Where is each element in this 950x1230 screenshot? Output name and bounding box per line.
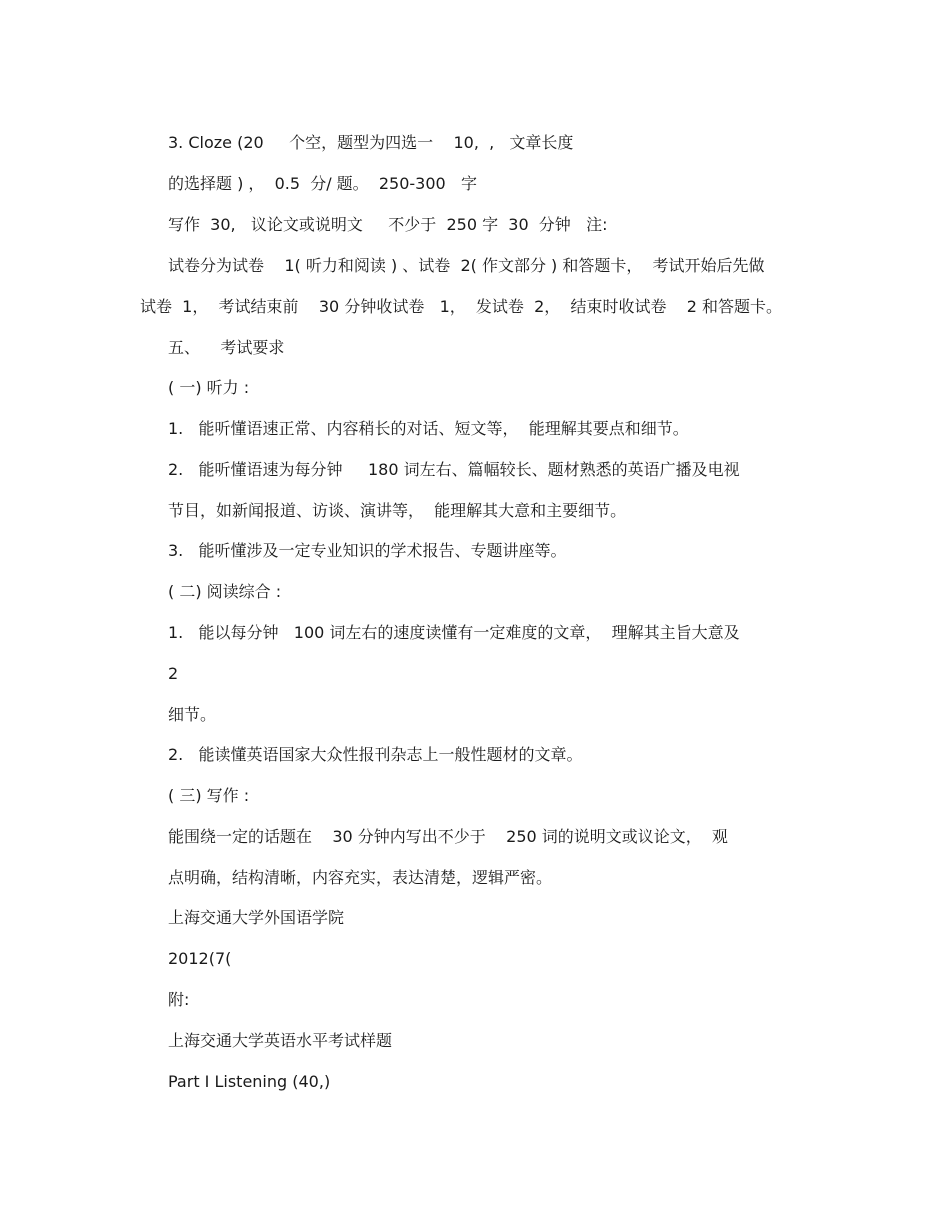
list-item-listening-2-cont: 节目，如新闻报道、访谈、演讲等， 能理解其大意和主要细节。: [168, 501, 627, 520]
list-item-listening-1: 1. 能听懂语速正常、内容稍长的对话、短文等， 能理解其要点和细节。: [168, 419, 689, 438]
subheading-reading: ( 二) 阅读综合 :: [168, 582, 282, 601]
writing-requirement: 能围绕一定的话题在 30 分钟内写出不少于 250 词的说明文或议论文， 观: [168, 827, 728, 846]
subheading-listening: ( 一) 听力 :: [168, 378, 250, 397]
section-heading-requirements: 五、 考试要求: [168, 338, 285, 357]
subheading-writing: ( 三) 写作 :: [168, 786, 250, 805]
part-heading-listening: Part I Listening (40,): [168, 1072, 331, 1091]
appendix-label: 附:: [168, 990, 190, 1009]
writing-requirement-cont: 点明确，结构清晰，内容充实，表达清楚，逻辑严密。: [168, 868, 553, 887]
list-item-reading-1-cont: 细节。: [168, 705, 217, 724]
text-line-paper-note: 试卷分为试卷 1( 听力和阅读 ) 、试卷 2( 作文部分 ) 和答题卡， 考试开始后先做: [168, 256, 765, 275]
institution-name: 上海交通大学外国语学院: [168, 908, 345, 927]
sample-test-title: 上海交通大学英语水平考试样题: [168, 1031, 393, 1050]
list-item-listening-2: 2. 能听懂语速为每分钟 180 词左右、篇幅较长、题材熟悉的英语广播及电视: [168, 460, 740, 479]
text-line-cloze: 3. Cloze (20 个空，题型为四选一 10, , 文章长度: [168, 133, 574, 152]
text-line-cloze-cont: 的选择题 ) ， 0.5 分/ 题。 250-300 字: [168, 174, 477, 193]
list-item-reading-2: 2. 能读懂英语国家大众性报刊杂志上一般性题材的文章。: [168, 745, 583, 764]
document-date: 2012(7(: [168, 949, 232, 968]
text-line-writing: 写作 30, 议论文或说明文 不少于 250 字 30 分钟 注:: [168, 215, 608, 234]
list-item-listening-3: 3. 能听懂涉及一定专业知识的学术报告、专题讲座等。: [168, 541, 567, 560]
text-line-paper-note-cont: 试卷 1， 考试结束前 30 分钟收试卷 1， 发试卷 2， 结束时收试卷 2 和答题卡。: [140, 297, 783, 316]
page-number: 2: [168, 664, 179, 683]
list-item-reading-1: 1. 能以每分钟 100 词左右的速度读懂有一定难度的文章， 理解其主旨大意及: [168, 623, 740, 642]
